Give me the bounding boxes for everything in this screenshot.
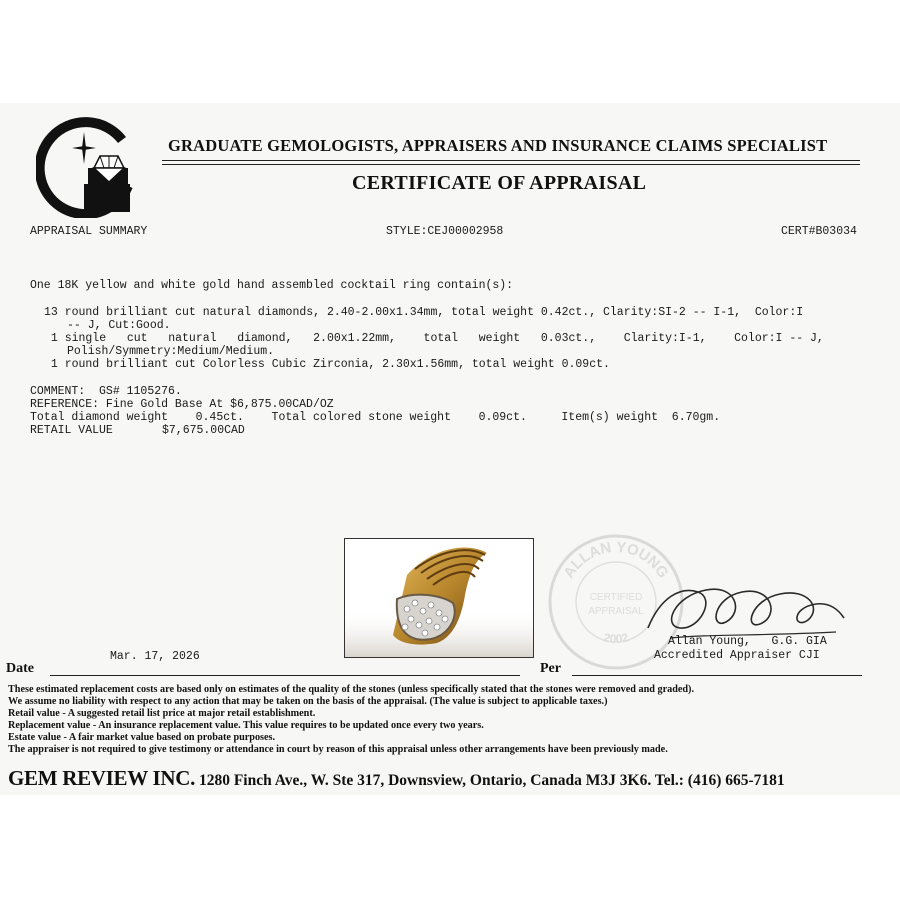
- svg-text:ALLAN YOUNG: [560, 539, 671, 582]
- comment-line: COMMENT: GS# 1105276.: [30, 385, 182, 398]
- stone-line: 13 round brilliant cut natural diamonds, 2.40-2.00x1.34mm, total weight 0.42ct., Clarity:SI-2 -- I-1, Color:I: [44, 306, 804, 319]
- seal-year: 2002: [602, 630, 630, 647]
- appraisal-summary-label: APPRAISAL SUMMARY: [30, 225, 148, 238]
- date-line: [50, 675, 520, 676]
- seal-appraisal: APPRAISAL: [588, 606, 644, 617]
- date-value: Mar. 17, 2026: [110, 650, 200, 663]
- disclaimer-line: We assume no liability with respect to any action that may be taken on the basis of the appraisal. (The value is subject to applicable taxes.): [8, 696, 608, 707]
- item-description-intro: One 18K yellow and white gold hand assembled cocktail ring contain(s):: [30, 279, 514, 292]
- seal-certified: CERTIFIED: [589, 592, 643, 603]
- certificate-title: CERTIFICATE OF APPRAISAL: [352, 172, 647, 194]
- cert-number: CERT#B03034: [781, 225, 857, 238]
- disclaimer-line: Replacement value - An insurance replacement value. This value requires to be updated once every two years.: [8, 720, 484, 731]
- stone-line-cont: Polish/Symmetry:Medium/Medium.: [67, 345, 275, 358]
- per-line: [572, 675, 862, 676]
- company-address: 1280 Finch Ave., W. Ste 317, Downsview, Ontario, Canada M3J 3K6. Tel.: (416) 665-7181: [195, 772, 785, 789]
- reference-line: REFERENCE: Fine Gold Base At $6,875.00CAD/OZ: [30, 398, 334, 411]
- gg-logo-icon: [36, 112, 146, 218]
- retail-value-amount: $7,675.00CAD: [162, 424, 245, 437]
- stone-line-cont: -- J, Cut:Good.: [67, 319, 171, 332]
- per-label: Per: [540, 661, 561, 676]
- weights-line: Total diamond weight 0.45ct. Total colored stone weight 0.09ct. Item(s) weight 6.70gm.: [30, 411, 721, 424]
- ring-image-icon: [345, 539, 533, 657]
- svg-text:2002: [602, 630, 630, 646]
- specialist-heading: GRADUATE GEMOLOGISTS, APPRAISERS AND INSURANCE CLAIMS SPECIALIST: [168, 136, 828, 155]
- disclaimer-line: Retail value - A suggested retail list price at major retail establishment.: [8, 708, 316, 719]
- appraiser-title: Accredited Appraiser CJI: [654, 649, 820, 662]
- disclaimer-line: The appraiser is not required to give testimony or attendance in court by reason of this appraisal unless other arrangements have been previously made.: [8, 744, 668, 755]
- company-name: GEM REVIEW INC.: [8, 766, 196, 790]
- appraiser-name: Allan Young, G.G. GIA: [668, 635, 827, 648]
- retail-value-label: RETAIL VALUE: [30, 424, 113, 437]
- ring-photo: [344, 538, 534, 658]
- stone-line: 1 single cut natural diamond, 2.00x1.22mm, total weight 0.03ct., Clarity:I-1, Color:I -- J,: [44, 332, 824, 345]
- company-footer: [8, 766, 785, 791]
- disclaimer-line: Estate value - A fair market value based on probate purposes.: [8, 732, 276, 743]
- stone-line: 1 round brilliant cut Colorless Cubic Zirconia, 2.30x1.56mm, total weight 0.09ct.: [44, 358, 610, 371]
- style-number: STYLE:CEJ00002958: [386, 225, 504, 238]
- seal-name: ALLAN YOUNG: [560, 538, 672, 582]
- date-label: Date: [6, 661, 34, 676]
- header-rule: [162, 160, 860, 161]
- disclaimer-line: These estimated replacement costs are based only on estimates of the quality of the stones (unless specifically stated that the stones were removed and graded).: [8, 684, 694, 695]
- header-rule-thin: [162, 164, 860, 165]
